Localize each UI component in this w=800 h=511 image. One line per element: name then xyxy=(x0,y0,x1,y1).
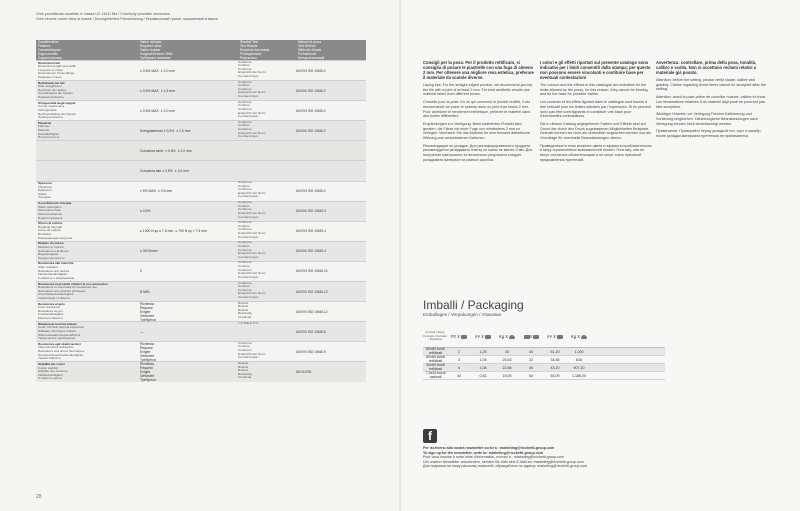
packaging-format: 60x60 bordi rettificati xyxy=(426,355,445,363)
spec-row xyxy=(36,80,366,100)
spec-result: Conforme Conform Conforme Entspricht der Norm Соответствует xyxy=(238,241,266,259)
spec-row xyxy=(36,100,366,120)
spec-method: UNI EN ISO 10545-12 xyxy=(296,309,328,314)
spec-method: DIN 51094 xyxy=(296,369,312,374)
packaging-subtitle: Emballages / Verpakungen / Упаковки xyxy=(423,312,502,317)
newsletter-line-en: To sign up for the newsletter, write to: marketing@ricchetti-group.com xyxy=(423,450,544,455)
spec-feature-translations: Coeff. of linear thermal expansion Dilatation thermique linéaire Wärmeausdehnungskoeffizient Термическое расширение xyxy=(38,325,85,341)
spec-method: UNI EN ISO 10545-2 xyxy=(296,189,326,194)
spec-value: Richiesta Request Exigée Gefordert Требуется xyxy=(140,301,156,322)
packaging-table-body xyxy=(423,348,665,380)
spec-feature-translations: Breaking strength Force de rupture Bruchlast Разрушающая нагрузка xyxy=(38,224,72,240)
spec-value-secondary: ± 2,0 mm xyxy=(176,128,191,133)
spec-row xyxy=(36,60,366,80)
spec-feature xyxy=(36,282,138,302)
newsletter-line-ru: Для подписки на нашу рассылку новостей, обращайтесь по адресу: marketing@ricchetti-group.com xyxy=(423,464,588,469)
spec-required-value xyxy=(138,69,238,73)
facebook-icon[interactable]: f xyxy=(423,429,437,443)
spec-result: Conforme Conform Conforme Entspricht der Norm Соответствует xyxy=(238,221,266,239)
spec-method: UNI EN ISO 10545-4 xyxy=(296,249,326,254)
spec-feature-title: Resistenza agli sbalzi termici xyxy=(38,341,81,346)
spec-feature xyxy=(36,181,138,201)
spec-feature-title: Modulo di rottura xyxy=(38,241,64,246)
spec-method: UNI EN ISO 10545-2 xyxy=(296,88,326,93)
spec-feature-title: Resistenza ai prodotti chimici di uso domestico xyxy=(38,281,108,286)
weight-icon xyxy=(509,335,515,339)
packaging-cell: 44 xyxy=(457,373,461,378)
spec-method: UNI EN ISO 10545-2 xyxy=(296,68,326,73)
spec-row xyxy=(36,281,366,301)
warning-de: Wichtiger Hinweis: vor Verlegung Farbton Kalibrierung und Sortierung vergleichen. Diesbezügliche Beanstandungen nach Verlegung können nicht berücksichtigt werden. xyxy=(656,112,758,126)
spec-feature-title: Assorbimento d'acqua xyxy=(38,201,72,206)
spec-result: Conforme Conform Conforme Entspricht der Norm Соответствует xyxy=(238,281,266,299)
spec-feature-title: Stabilità dei colori xyxy=(38,361,65,366)
packaging-cell: 6 xyxy=(458,365,460,370)
spec-value: 3 xyxy=(140,269,142,274)
spec-result xyxy=(238,161,296,181)
spec-value-secondary: ± 2,0 mm xyxy=(174,169,189,174)
page-number: 28 xyxy=(36,494,42,500)
spec-required-value xyxy=(138,290,238,294)
header-pieces-label: Pz X xyxy=(451,334,460,339)
packaging-cell: 0,83 xyxy=(479,373,487,378)
spec-feature-title: Resistenza alle macchie xyxy=(38,261,74,266)
header-required-value: Valore richiesto Required value Valeur requise Vorgeschriebener Wert Требуемое значение xyxy=(140,40,173,60)
spec-result: Conforme Conform Conforme Entspricht der Norm Соответствует xyxy=(238,201,266,219)
box-icon xyxy=(461,335,467,339)
spec-method: UNI EN ISO 10545-2 xyxy=(296,128,326,133)
spec-value: ± 5% MAX xyxy=(140,189,156,194)
header-sqm-pallet-label: m² X xyxy=(547,334,556,339)
spec-result: Conforme Conform Conforme Entspricht der Norm Соответствует xyxy=(238,181,266,199)
spec-required-value xyxy=(138,189,238,193)
spec-required-value xyxy=(138,362,238,382)
pallet-weight-icon xyxy=(581,335,587,339)
spec-value: ≥ 1300 N sp ≥ 7,5 mm xyxy=(140,229,174,234)
spec-method: UNI EN ISO 10545-8 xyxy=(296,329,326,334)
spec-feature xyxy=(36,322,138,342)
spec-required-value xyxy=(138,89,238,93)
spec-required-value xyxy=(138,169,238,173)
packaging-row xyxy=(423,348,665,356)
laying-tips-en: Laying tips: For the straight-edged product, we recommend you lay the tile with a joint of at least 2 mm. For best aesthetic results use material taken from different boxes. xyxy=(423,83,533,97)
packaging-cell: 19,05 xyxy=(502,373,512,378)
spec-value: Curvatura centr. ± 0,5% xyxy=(140,148,176,153)
spec-value: ± 0,6% MAX xyxy=(140,68,159,73)
spec-value: B MIN xyxy=(140,289,150,294)
spec-method: UNI EN ISO 10545-14 xyxy=(296,269,328,274)
packaging-cell: 3 xyxy=(458,357,460,362)
box-icon xyxy=(485,335,491,339)
spec-value-secondary: ± 0,5 mm xyxy=(158,189,173,194)
spec-result: Resiste Resists Résiste Beständig Устойчив xyxy=(238,301,252,320)
packaging-cell: 1.200 xyxy=(574,349,584,354)
colours-disclaimer-lead: I colori e gli effetti riportati sul presente catalogo sono indicativi per i limiti consentiti dalla stampa; per questo non possono essere vincolanti e costituire base per eventuali contestazioni xyxy=(540,60,651,80)
colours-disclaimer-de: Die in diesem Katalog angegebenen Farben und Effekte sind auf Grund der durch den Druck zugelassenen Möglichkeiten Beispiele. Deshalb können sie nicht als verbindlich angesehen werden und als Grundlage für eventuelle Beanstandungen dienen. xyxy=(540,121,651,141)
packaging-cell: 1,08 xyxy=(479,357,487,362)
spec-required-value xyxy=(138,249,238,253)
spec-feature-translations: Thickness Épaisseur Stärke Толщина xyxy=(38,184,52,200)
newsletter-block xyxy=(423,446,683,469)
header-kg-pallet-label: Kg X xyxy=(570,334,581,339)
header-test-results: Risultati Test Test Results Résultats des essais Prüfergebnisse Результаты xyxy=(240,40,270,60)
packaging-cell: 2 xyxy=(458,349,460,354)
spec-method: UNI EN ISO 10545-4 xyxy=(296,229,326,234)
document-header xyxy=(36,12,366,21)
spec-value: Curvatura lato ± 0,5% xyxy=(140,169,173,174)
pallet-icon xyxy=(533,335,539,339)
spec-result: Conforme Conform Conforme Entspricht der Norm Соответствует xyxy=(238,100,266,119)
spec-row xyxy=(36,241,366,261)
spec-feature-title: Dimensioni lati xyxy=(38,60,61,65)
warning-column xyxy=(656,60,768,142)
spec-method: UNI EN ISO 10545-3 xyxy=(296,209,326,214)
spec-method: UNI EN ISO 10545-9 xyxy=(296,349,326,354)
warning-fr: Attention: avant la pose prière de contrôler nuance, calibre et choix. Les réclamations relatives à du matériel déjà posé ne pourront pas être acceptées. xyxy=(656,95,767,109)
packaging-format: 80x80 bordi rettificati xyxy=(426,347,445,355)
newsletter-line-de: Um unserer Newsletter anzufordern, senden Sie bitte eine E-Mail an: marketing@ricchetti-group.com xyxy=(423,459,584,464)
spec-feature-translations: Colour stability Stabilité des couleurs Farbbeständigkeit Стойкость цвета xyxy=(38,365,68,381)
spec-row xyxy=(36,321,366,341)
spec-feature xyxy=(36,121,138,141)
spec-value: Svergolamento ± 0,5% xyxy=(140,128,175,133)
spec-feature-translations: Corner squareness Orthogonalité Rechtwinkligkeit der Kanten Прямоугольность xyxy=(38,104,77,120)
spec-required-value xyxy=(138,129,238,133)
spec-feature xyxy=(36,221,138,241)
spec-row xyxy=(36,160,366,180)
spec-required-value xyxy=(138,229,238,233)
laying-tips-de: Empfehlungen zur Verlegung: Beim kalibrierten Produkt wird geraten, die Fliese mit einer Fuge von mindestens 2 mm zu verlegen. Wechseln Sie das Material für eine bessere ästhetische Wirkung aus verschiedenen Kartonen. xyxy=(423,121,530,141)
spec-feature-translations: Side straightness Rectitude des arêtes Geradlinigkeit der Kanten Прямолинейность xyxy=(38,84,73,100)
spec-method: UNI EN ISO 10545-2 xyxy=(296,108,326,113)
packaging-cell: 34,56 xyxy=(550,357,560,362)
spec-method: UNI EN ISO 10545-13 xyxy=(296,289,328,294)
page-gutter xyxy=(399,0,401,511)
spec-required-value xyxy=(138,209,238,213)
warning-ru: Примечание: Проверяйте перед укладкой тон, сорт и калибр, после укладки материала претензии не принимаются. xyxy=(656,129,762,139)
spec-value: Richiesta Request Exigée Gefordert Требуется xyxy=(140,361,156,382)
spec-row xyxy=(36,261,366,281)
packaging-cell: 32 xyxy=(529,357,533,362)
spec-value-secondary: ± 1,5 mm xyxy=(160,88,175,93)
spec-required-value xyxy=(138,342,238,362)
spec-feature xyxy=(36,342,138,362)
packaging-format: 7,5x25 bordi naturali xyxy=(425,371,446,379)
header-line-1: Gres porcellanato smaltato in massa UX 14411 Bla / Colorbody porcelain stoneware xyxy=(36,12,170,16)
warning-lead: Avvertenza: controllare, prima della posa, tonalità, calibro e scelta. Non si accettano reclami relativi a materiale già posato. xyxy=(656,60,757,75)
packaging-format: 30x60 bordi rettificati xyxy=(426,363,445,371)
spec-feature-title: Spessore xyxy=(38,181,52,186)
spec-result: Conforme Conform Conforme Entspricht der Norm Соответствует xyxy=(238,80,266,99)
laying-tips-lead: Consigli per la posa: Per il prodotto rettificato, si consiglia di posare le piastrelle con una fuga di almeno 2 mm. Per ottenere una migliore resa estetica, preferare il materiale da scatole diverse. xyxy=(423,60,534,80)
spec-value-secondary: ± 2,0 mm xyxy=(160,68,175,73)
packaging-cell: 30 xyxy=(505,349,509,354)
spec-feature xyxy=(36,261,138,281)
spec-result: Resiste Resists Résiste Beständig Устойчив xyxy=(238,361,252,380)
packaging-header-formats: Formati / Sizes Formats / Formate / Форматы xyxy=(423,330,447,342)
packaging-row xyxy=(423,364,665,372)
spec-feature-title: Resistenza al gelo xyxy=(38,301,65,306)
packaging-table-header xyxy=(423,326,665,348)
spec-value: — xyxy=(140,329,144,334)
spec-feature-translations: Water absorption Absorption d'eau Wasseraufnahme Водопоглощение xyxy=(38,204,63,220)
header-kg-box-label: Kg X xyxy=(498,334,509,339)
spec-feature-title: Ortogonalità degli spigoli xyxy=(38,100,76,105)
packaging-cell: 907,20 xyxy=(573,365,585,370)
laying-tips-fr: Conseils pour la pose: En ce qui concerne le produit rectifié, il est recommandé de poser le carreau avec un joint d'au moins 2 mm. Pour améliorer le rendement esthétique, prélever le matériel dans des boîtes différentes. xyxy=(423,100,531,119)
spec-required-value xyxy=(138,269,238,273)
spec-table-header xyxy=(36,40,366,60)
spec-feature xyxy=(36,201,138,221)
packaging-cell: 40 xyxy=(529,349,533,354)
packaging-row xyxy=(423,372,665,380)
spec-value: Richiesta Request Exigée Gefordert Требуется xyxy=(140,341,156,362)
spec-feature-title: Sforzo di rottura xyxy=(38,221,63,226)
spec-result: 7,3*10E-6 1/°C xyxy=(238,321,259,325)
packaging-cell: 1,28 xyxy=(479,349,487,354)
spec-value-secondary: ≥ 700 N sp < 7,5 mm xyxy=(175,229,207,234)
pallet-icon xyxy=(557,335,563,339)
spec-row xyxy=(36,140,366,160)
spec-result: Conforme Conform Conforme Entspricht der Norm Соответствует xyxy=(238,120,266,139)
packaging-cell: 53,09 xyxy=(550,373,560,378)
technical-specs-table xyxy=(36,40,366,382)
spec-row xyxy=(36,301,366,321)
header-features: Caratteristiche Features Caractéristiques Eigenschaften Характеристики xyxy=(38,40,62,60)
packaging-cell: 25,53 xyxy=(502,357,512,362)
packaging-title: Imballi / Packaging xyxy=(423,298,524,312)
spec-feature-translations: Dimension length and width Longueur et côtés Dimensionen Kantenlänge Размеры сторон xyxy=(38,64,77,79)
packaging-cell: 22,68 xyxy=(502,365,512,370)
spec-value: ± 0,5% MAX xyxy=(140,88,159,93)
spec-feature xyxy=(36,81,138,101)
spec-row xyxy=(36,361,366,381)
packaging-cell: 43,20 xyxy=(550,365,560,370)
spec-value: ≤ 0,5% xyxy=(140,209,151,214)
spec-table-body xyxy=(36,60,366,382)
packaging-cell: 816 xyxy=(576,357,582,362)
spec-result: Conforme Conform Conforme Entspricht der Norm Соответствует xyxy=(238,341,266,360)
header-sqm-box-label: m² X xyxy=(475,334,484,339)
spec-row xyxy=(36,221,366,241)
packaging-row xyxy=(423,356,665,364)
spec-feature xyxy=(36,61,138,81)
warning-en: Attention: before the setting, please verify shade, calibre and grading. Claims regarding these items cannot be accepted after the setting. xyxy=(656,78,766,92)
packaging-header-kg-pallet xyxy=(567,334,591,339)
spec-feature-translations: Flatness Planéité Ebenflächigkeit Плоскостность xyxy=(38,124,60,140)
colours-disclaimer-fr: Les couleurs et les effets figurant dans le catalogue sont fournis à titre indicatif pour les limites admises par l'impression. Et ils peuvent donc pas être contraignants et constituer une base pour d'éventuelles contestations. xyxy=(540,100,651,119)
spec-row xyxy=(36,201,366,221)
spec-result: Conforme Conform Conforme Entspricht der Norm Соответствует xyxy=(238,261,266,279)
spec-feature xyxy=(36,302,138,322)
packaging-header-kg-box xyxy=(495,334,519,339)
colours-disclaimer-column xyxy=(540,60,652,166)
spec-required-value xyxy=(138,330,238,334)
spec-feature xyxy=(36,161,138,181)
spec-feature xyxy=(36,101,138,121)
colours-disclaimer-ru: Приведенные в этом каталоге цвета и эффекты приблизительны в меру ограниченных возможностей печати. Поэтому, они не могут считаться обязательными и не могут стать причиной предъявления претензий. xyxy=(540,143,652,162)
colours-disclaimer-en: The colours and the effects in this catalogue are indicative for the limits allowed by the press, for this reason, they cannot be binding and be the base for possible claims. xyxy=(540,83,648,97)
packaging-cell: 1,08 xyxy=(479,365,487,370)
newsletter-line-it: Per iscriversi alla nostra newsletter scrivi a : marketing@ricchetti-group.com xyxy=(423,446,555,450)
packaging-cell: 51,20 xyxy=(550,349,560,354)
newsletter-line-fr: Pour vous inscrire à notre lettre d'information, écrivez à : marketing@ricchetti-group.com xyxy=(423,455,564,460)
spec-feature-title: Dilatazione termica lineare xyxy=(38,321,78,326)
spec-result: Conforme Conform Conforme Entspricht der Norm Соответствует xyxy=(238,60,266,78)
packaging-header-pieces xyxy=(447,334,471,339)
packaging-table xyxy=(423,326,665,380)
spec-feature-title: Rettilineità dei lati xyxy=(38,80,65,85)
spec-value-secondary: ± 2,0 mm xyxy=(177,148,192,153)
spec-feature xyxy=(36,241,138,261)
spec-feature xyxy=(36,141,138,161)
spec-required-value xyxy=(138,109,238,113)
spec-value-secondary: ± 2,0 mm xyxy=(160,108,175,113)
packaging-header-sqm-box xyxy=(471,334,495,339)
spec-value: ≥ 35 N/mm² xyxy=(140,249,158,254)
spec-feature-translations: Stain resistant Résistance aux taches Fleckenbeständigkeit Стойкость к загрязнению xyxy=(38,265,75,280)
spec-feature-translations: Modulus of rupture Résistance à la flexion Biegefestigkeit Предел прочности xyxy=(38,244,69,260)
header-boxes-pallet-label: X xyxy=(529,334,533,339)
spec-required-value xyxy=(138,149,238,153)
laying-tips-ru: Рекомендации по укладке: Для ректифицированного продукта рекомендуется укладывать плитку со швом не менее 2 мм. Для получения наилучшего эстетического результата следует укладывать материал из разных коробок. xyxy=(423,143,533,162)
spec-feature-title: Planarità xyxy=(38,120,52,125)
spec-value: ± 0,5% MAX xyxy=(140,108,159,113)
spec-feature xyxy=(36,362,138,382)
packaging-header-sqm-pallet xyxy=(543,334,567,339)
spec-result xyxy=(238,141,296,161)
packaging-header-boxes-pallet xyxy=(519,334,543,339)
spec-row xyxy=(36,120,366,140)
packaging-cell: 64 xyxy=(529,373,533,378)
spec-row xyxy=(36,341,366,361)
packaging-cell: 40 xyxy=(529,365,533,370)
laying-tips-column xyxy=(423,60,535,166)
header-test-method: Metodo di prova Test Method Méthode d'essai Prüfmethode Метод испытаний xyxy=(298,40,325,60)
spec-row xyxy=(36,181,366,201)
spec-feature-translations: Frost resistance Résistance au gel Frostbeständigkeit Морозостойкость xyxy=(38,305,64,321)
spec-feature-translations: Thermal shock resistance Résistance aux chocs thermiques Temperaturwechselbeständigkeit Термостойкость xyxy=(38,345,85,361)
spec-required-value xyxy=(138,302,238,322)
packaging-cell: 1.186,00 xyxy=(572,373,586,378)
header-line-2: Grès cérame coloré dans la masse / Durchgefärbtes Feinsteinzeug / Керамический гранит, окрашенный в массе xyxy=(36,16,219,21)
spec-feature-translations: Resistance to chemicals for household use Résistance aux produits chimiques Chemikalienbeständigkeit Химическая стойкость xyxy=(38,285,97,300)
